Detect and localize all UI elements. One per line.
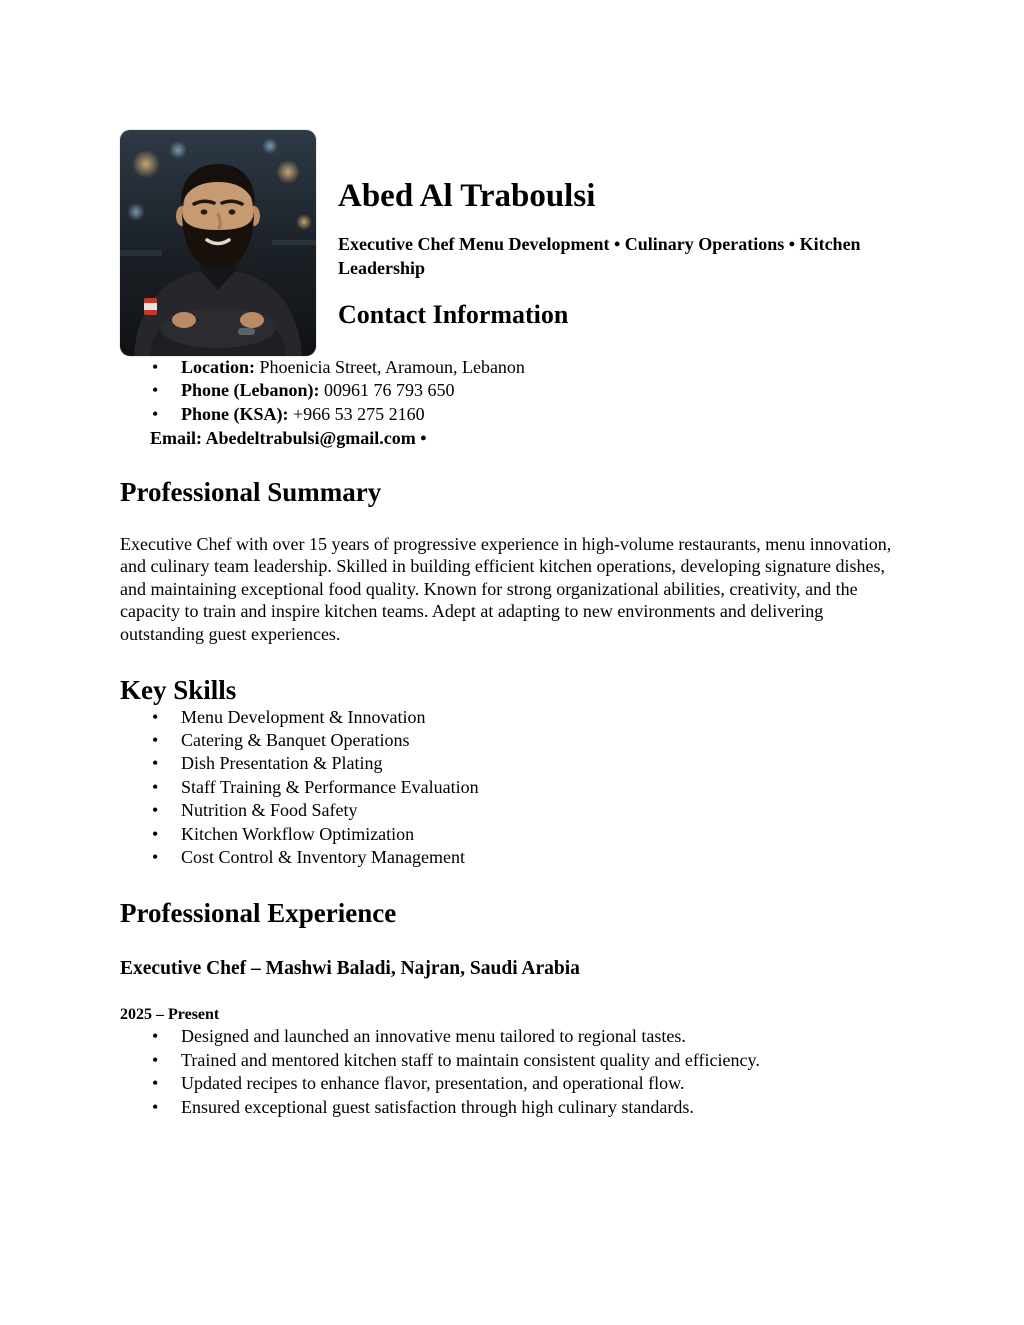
- email-value: Abedeltrabulsi@gmail.com: [205, 428, 416, 449]
- skill-item: • Kitchen Workflow Optimization: [150, 823, 910, 846]
- skill-item: • Nutrition & Food Safety: [150, 799, 910, 822]
- contact-list: [150, 356, 910, 426]
- contact-label: Location:: [181, 357, 255, 377]
- email-trailing-bullet: •: [420, 428, 427, 449]
- contact-value: 00961 76 793 650: [324, 380, 455, 401]
- experience-bullet: • Updated recipes to enhance flavor, presentation, and operational flow.: [150, 1072, 910, 1095]
- email-label: Email:: [150, 428, 202, 449]
- job-title: Executive Chef – Mashwi Baladi, Najran, Saudi Arabia: [120, 958, 580, 980]
- contact-label: Phone (KSA):: [181, 403, 289, 424]
- skill-item: • Menu Development & Innovation: [150, 706, 910, 729]
- skill-item: • Staff Training & Performance Evaluation: [150, 776, 910, 799]
- skills-heading: Key Skills: [120, 674, 237, 705]
- experience-bullet: • Trained and mentored kitchen staff to maintain consistent quality and efficiency.: [150, 1049, 910, 1072]
- contact-label: Phone (Lebanon):: [181, 380, 320, 401]
- summary-heading: Professional Summary: [120, 476, 382, 507]
- job-dates: 2025 – Present: [120, 1006, 220, 1024]
- contact-item-phone-lebanon: [150, 379, 910, 402]
- contact-value: Phoenicia Street, Aramoun, Lebanon: [259, 357, 525, 377]
- experience-bullet-list: [150, 1025, 910, 1119]
- summary-text: Executive Chef with over 15 years of progressive experience in high-volume restaurants, menu innovation, and culinary team leadership. Skilled in building efficient kitchen operations, developing signature dishes, and maintaining exceptional food quality. Known for strong organizational abilities, creativity, and the capacity to train and inspire kitchen teams. Adept at adapting to new environments and delivering outstanding guest experiences.: [120, 533, 892, 644]
- experience-bullet: • Ensured exceptional guest satisfaction through high culinary standards.: [150, 1096, 910, 1119]
- experience-heading: Professional Experience: [120, 898, 397, 929]
- experience-bullet: • Designed and launched an innovative menu tailored to regional tastes.: [150, 1025, 910, 1048]
- contact-item-phone-ksa: [150, 403, 910, 426]
- contact-heading: Contact Information: [338, 300, 569, 329]
- profile-photo: [120, 130, 316, 356]
- candidate-title: Executive Chef Menu Development • Culinary Operations • Kitchen Leadership: [338, 234, 861, 278]
- contact-value: +966 53 275 2160: [293, 403, 425, 424]
- header-section: [120, 0, 910, 356]
- chef-portrait-illustration: [120, 130, 316, 356]
- header-text-block: [338, 130, 863, 356]
- skill-item: • Catering & Banquet Operations: [150, 729, 910, 752]
- skills-list: [150, 706, 910, 870]
- skill-item: • Cost Control & Inventory Management: [150, 846, 910, 869]
- contact-item-location: [150, 356, 910, 379]
- candidate-name: Abed Al Traboulsi: [338, 178, 596, 214]
- skill-item: • Dish Presentation & Plating: [150, 752, 910, 775]
- contact-item-email: [150, 427, 910, 450]
